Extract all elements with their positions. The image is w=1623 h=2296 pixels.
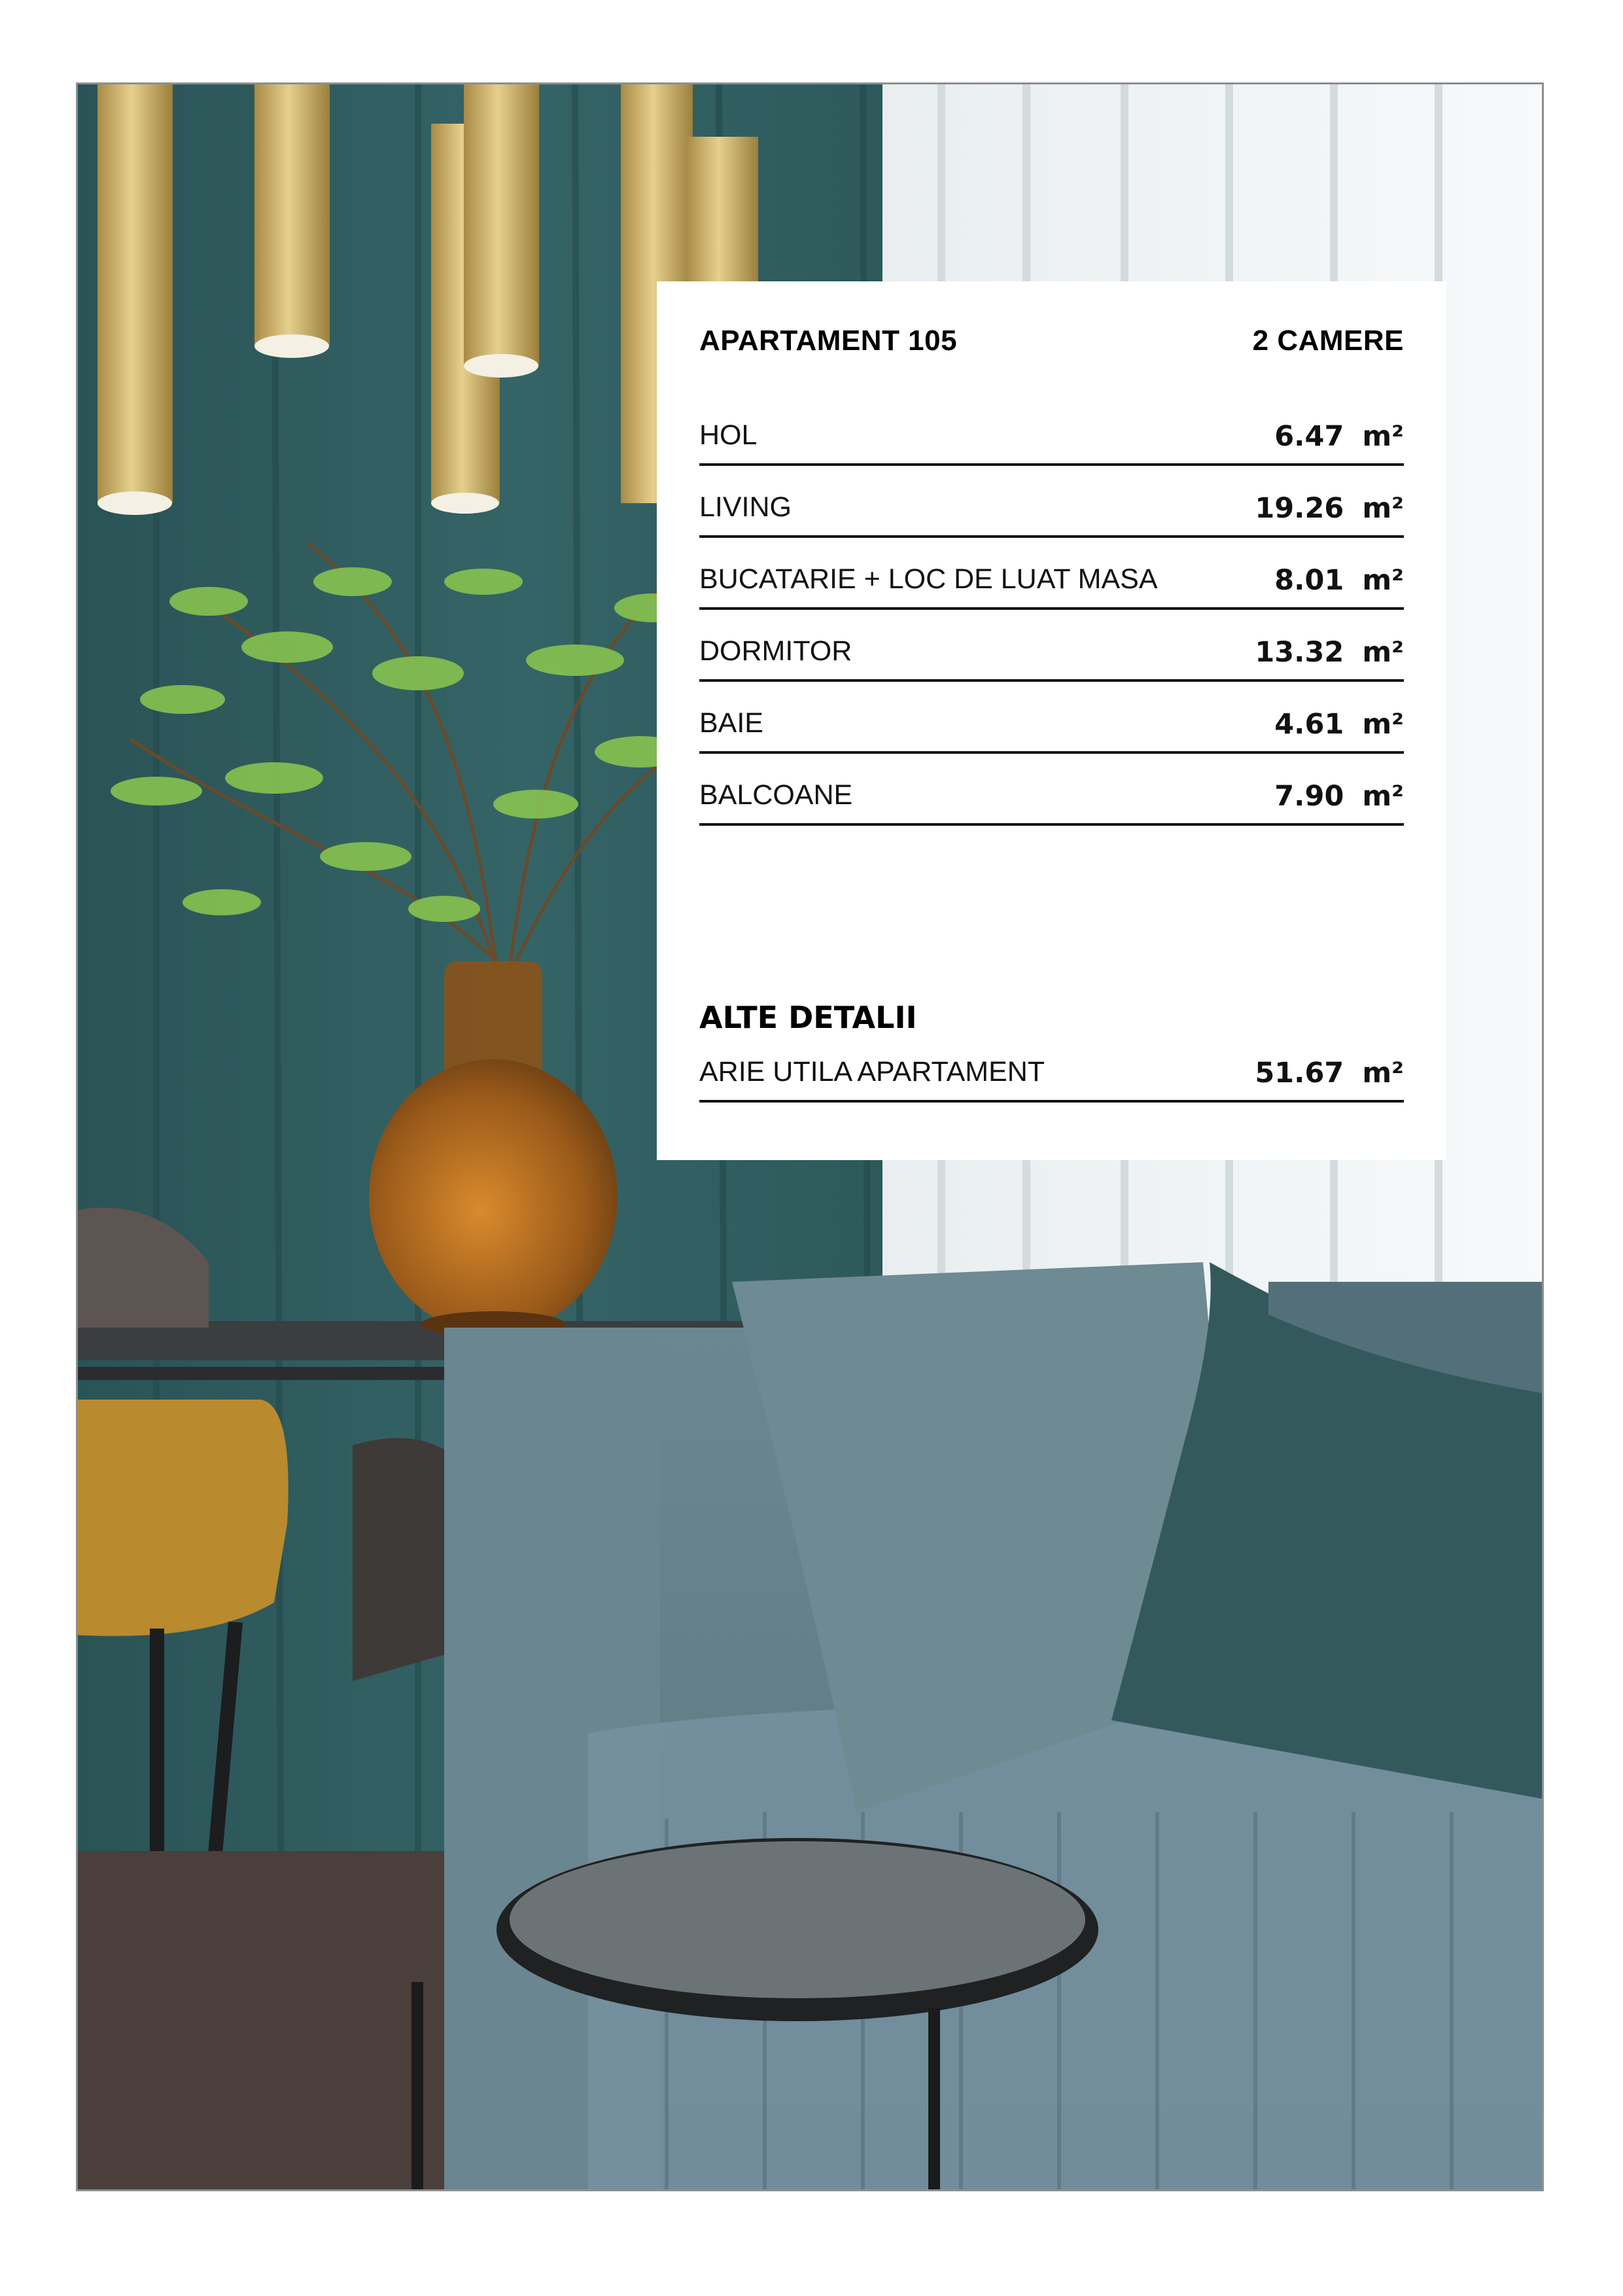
room-name: BAIE bbox=[699, 707, 763, 739]
area-unit: m² bbox=[1362, 636, 1404, 669]
room-area bbox=[1274, 708, 1404, 741]
area-value: 8.01 bbox=[1274, 564, 1344, 597]
room-area bbox=[1274, 780, 1404, 813]
area-unit: m² bbox=[1362, 780, 1404, 813]
apartment-spec-card bbox=[657, 281, 1446, 1160]
room-row bbox=[699, 394, 1404, 466]
area-value: 6.47 bbox=[1274, 420, 1344, 453]
rooms-count-label: 2 CAMERE bbox=[1252, 325, 1404, 357]
room-name: BALCOANE bbox=[699, 779, 853, 811]
room-name: DORMITOR bbox=[699, 635, 852, 667]
other-details-title: ALTE DETALII bbox=[699, 1000, 917, 1035]
area-value: 4.61 bbox=[1274, 708, 1344, 741]
room-name: LIVING bbox=[699, 491, 792, 523]
room-area bbox=[1255, 636, 1404, 669]
area-value: 19.26 bbox=[1255, 492, 1344, 525]
room-row bbox=[699, 682, 1404, 754]
area-unit: m² bbox=[1362, 492, 1404, 525]
card-header bbox=[699, 325, 1404, 357]
room-name: HOL bbox=[699, 419, 758, 451]
apartment-label: APARTAMENT 105 bbox=[699, 325, 958, 357]
area-value: 51.67 bbox=[1255, 1057, 1344, 1089]
usable-area-total bbox=[1255, 1057, 1404, 1089]
area-unit: m² bbox=[1362, 420, 1404, 453]
area-unit: m² bbox=[1362, 1057, 1404, 1089]
room-area bbox=[1255, 492, 1404, 525]
area-unit: m² bbox=[1362, 564, 1404, 597]
area-value: 7.90 bbox=[1274, 780, 1344, 813]
room-area bbox=[1274, 564, 1404, 597]
room-row bbox=[699, 754, 1404, 826]
area-unit: m² bbox=[1362, 708, 1404, 741]
room-row bbox=[699, 538, 1404, 610]
room-row bbox=[699, 610, 1404, 682]
room-row bbox=[699, 466, 1404, 538]
usable-area-label: ARIE UTILA APARTAMENT bbox=[699, 1056, 1045, 1087]
room-name: BUCATARIE + LOC DE LUAT MASA bbox=[699, 563, 1158, 595]
area-value: 13.32 bbox=[1255, 636, 1344, 669]
usable-area-row bbox=[699, 1034, 1404, 1103]
room-area bbox=[1274, 420, 1404, 453]
